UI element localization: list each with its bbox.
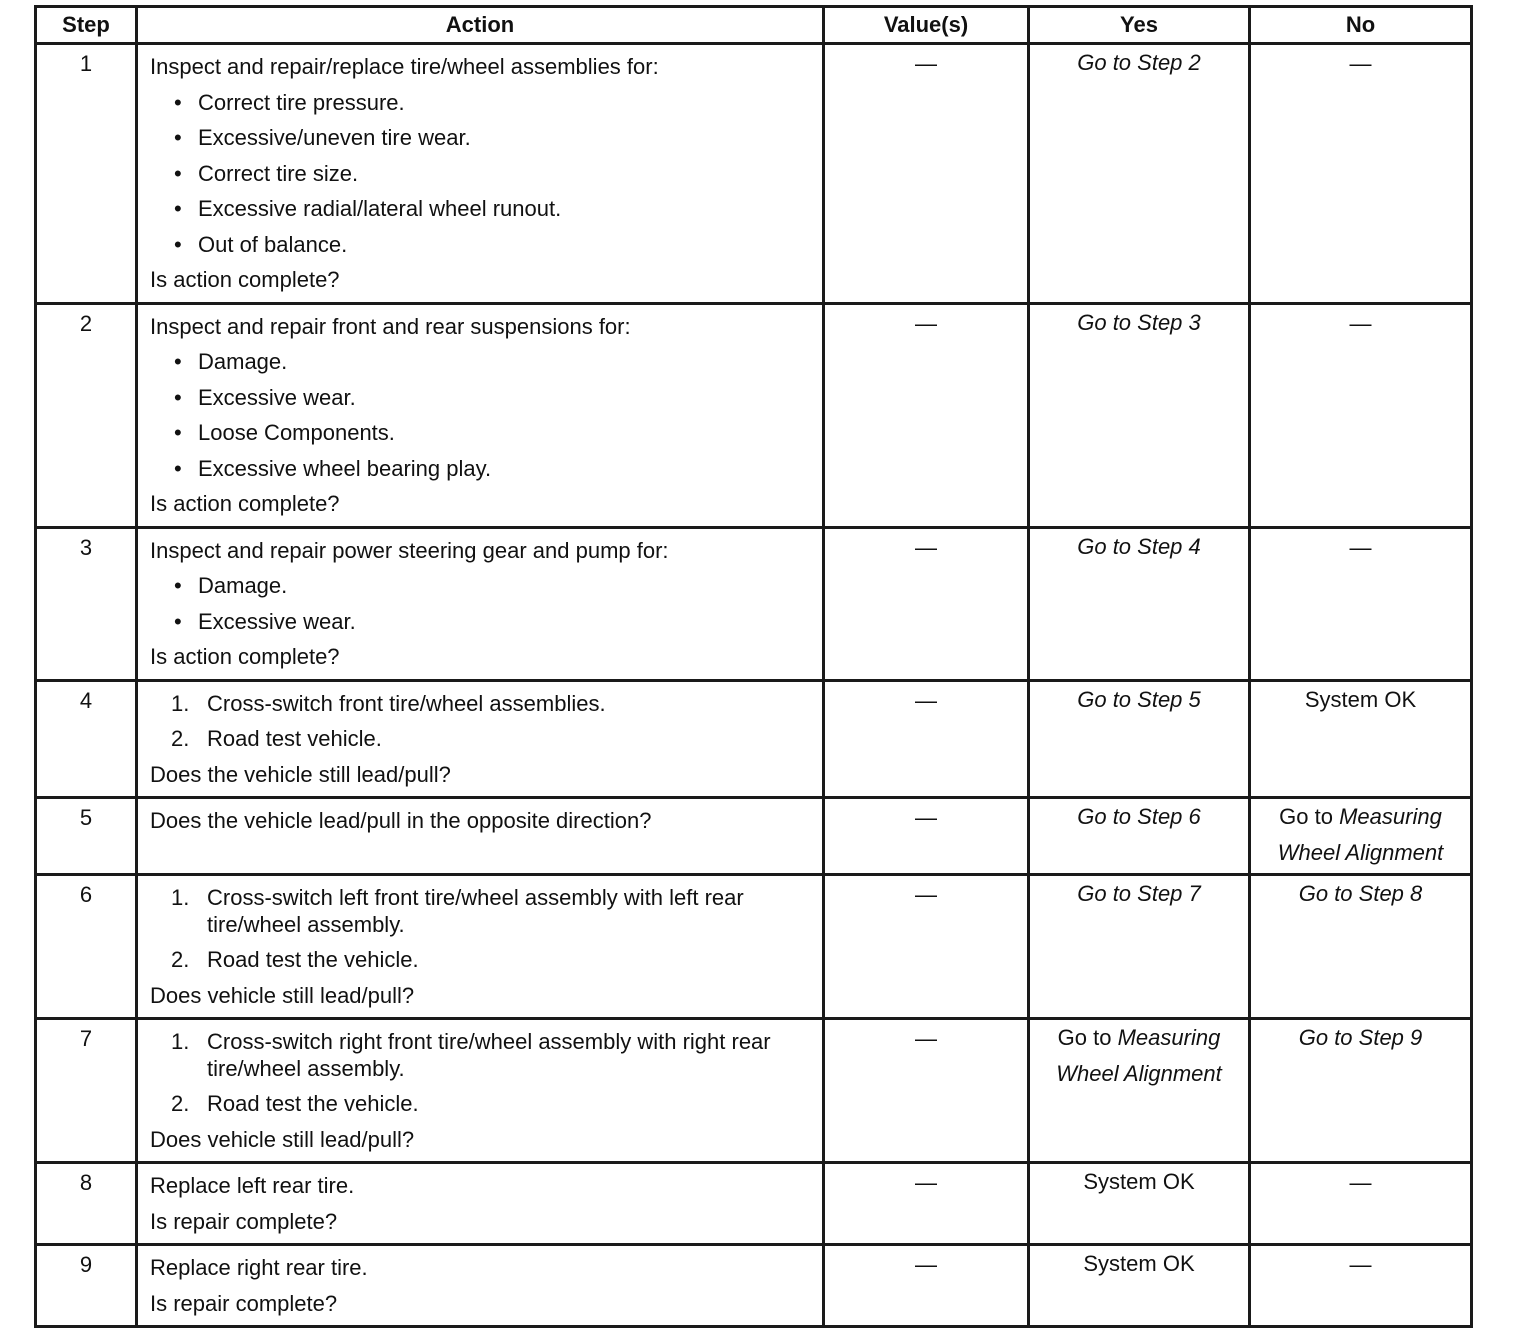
- list-number: 1.: [171, 1029, 190, 1054]
- table-row: [36, 680, 1472, 798]
- list-number: 1.: [171, 690, 190, 716]
- no-cell: [1250, 798, 1472, 875]
- list-text: Cross-switch left front tire/wheel assembly with left rear tire/wheel assembly.: [207, 885, 744, 937]
- list-text: Road test the vehicle.: [207, 947, 419, 972]
- header-step: Step: [36, 7, 137, 44]
- yes-cell: Go to Step 7: [1029, 875, 1250, 1019]
- step-number: 3: [36, 527, 137, 680]
- action-question: Does the vehicle lead/pull in the opposite direction?: [150, 808, 652, 833]
- list-item: [171, 880, 816, 942]
- no-prefix: Go to: [1279, 804, 1333, 829]
- action-cell: [137, 1019, 824, 1163]
- diagnostic-table: [34, 5, 1473, 1328]
- list-number: 1.: [171, 885, 190, 910]
- list-item: • Correct tire pressure.: [174, 85, 816, 121]
- list-text: Cross-switch front tire/wheel assemblies.: [207, 690, 606, 716]
- action-question: Is action complete?: [150, 267, 340, 292]
- yes-cell: Go to Step 6: [1029, 798, 1250, 875]
- list-text: Road test vehicle.: [207, 726, 382, 751]
- step-number: 8: [36, 1163, 137, 1245]
- table-row: [36, 1019, 1472, 1163]
- action-intro: Replace left rear tire.: [150, 1173, 355, 1198]
- table-row: [36, 1163, 1472, 1245]
- no-cell: Go to Step 9: [1250, 1019, 1472, 1163]
- yes-link-part: Wheel Alignment: [1056, 1060, 1222, 1086]
- value-cell: —: [824, 1245, 1029, 1327]
- action-cell: [137, 680, 824, 798]
- action-cell: [137, 44, 824, 304]
- header-no: No: [1250, 7, 1472, 44]
- action-question: Does vehicle still lead/pull?: [150, 982, 415, 1008]
- action-cell: [137, 798, 824, 875]
- list-item: [171, 942, 816, 978]
- yes-cell: [1029, 1019, 1250, 1163]
- list-item: • Damage.: [174, 344, 816, 380]
- no-cell: Go to Step 8: [1250, 875, 1472, 1019]
- yes-cell: Go to Step 5: [1029, 680, 1250, 798]
- action-question: Is action complete?: [150, 644, 340, 669]
- action-cell: [137, 1245, 824, 1327]
- value-cell: —: [824, 527, 1029, 680]
- table-row: [36, 303, 1472, 527]
- no-cell: System OK: [1250, 680, 1472, 798]
- value-cell: —: [824, 875, 1029, 1019]
- value-cell: —: [824, 798, 1029, 875]
- no-link-part: Measuring: [1339, 804, 1442, 829]
- list-item: • Excessive wear.: [174, 380, 816, 416]
- no-cell: —: [1250, 1245, 1472, 1327]
- table-row: [36, 44, 1472, 304]
- numbered-list: [150, 880, 816, 978]
- value-cell: —: [824, 1019, 1029, 1163]
- action-cell: [137, 303, 824, 527]
- no-cell: —: [1250, 527, 1472, 680]
- step-number: 6: [36, 875, 137, 1019]
- action-question: Does vehicle still lead/pull?: [150, 1126, 415, 1152]
- list-item: • Excessive radial/lateral wheel runout.: [174, 191, 816, 227]
- action-cell: [137, 875, 824, 1019]
- list-item: [171, 1086, 816, 1122]
- yes-cell: Go to Step 3: [1029, 303, 1250, 527]
- action-intro: Replace right rear tire.: [150, 1255, 368, 1280]
- list-item: • Correct tire size.: [174, 156, 816, 192]
- bullet-list: [150, 344, 816, 486]
- list-text: Cross-switch right front tire/wheel assembly with right rear tire/wheel assembly.: [207, 1029, 771, 1081]
- step-number: 2: [36, 303, 137, 527]
- no-cell: —: [1250, 303, 1472, 527]
- list-item: • Loose Components.: [174, 415, 816, 451]
- action-cell: [137, 1163, 824, 1245]
- yes-prefix: Go to: [1057, 1025, 1112, 1050]
- value-cell: —: [824, 303, 1029, 527]
- action-intro: Inspect and repair front and rear suspensions for:: [150, 313, 631, 339]
- bullet-list: [150, 85, 816, 263]
- list-item: • Excessive wheel bearing play.: [174, 451, 816, 487]
- list-item: • Damage.: [174, 568, 816, 604]
- step-number: 9: [36, 1245, 137, 1327]
- step-number: 1: [36, 44, 137, 304]
- header-action: Action: [137, 7, 824, 44]
- no-link-part: Wheel Alignment: [1277, 839, 1444, 865]
- header-row: [36, 7, 1472, 44]
- list-item: [171, 686, 816, 722]
- yes-link-part: Measuring: [1117, 1025, 1221, 1050]
- value-cell: —: [824, 44, 1029, 304]
- action-question: Is action complete?: [150, 491, 340, 516]
- no-cell: —: [1250, 1163, 1472, 1245]
- yes-cell: System OK: [1029, 1163, 1250, 1245]
- table-row: [36, 875, 1472, 1019]
- list-item: [171, 721, 816, 757]
- step-number: 7: [36, 1019, 137, 1163]
- numbered-list: [150, 686, 816, 757]
- action-question: Does the vehicle still lead/pull?: [150, 761, 451, 787]
- action-question: Is repair complete?: [150, 1208, 338, 1234]
- yes-cell: Go to Step 4: [1029, 527, 1250, 680]
- value-cell: —: [824, 1163, 1029, 1245]
- list-number: 2.: [171, 726, 190, 751]
- header-values: Value(s): [824, 7, 1029, 44]
- list-number: 2.: [171, 1091, 190, 1116]
- value-cell: —: [824, 680, 1029, 798]
- header-yes: Yes: [1029, 7, 1250, 44]
- step-number: 4: [36, 680, 137, 798]
- action-intro: Inspect and repair power steering gear and pump for:: [150, 537, 669, 563]
- yes-cell: Go to Step 2: [1029, 44, 1250, 304]
- action-intro: Inspect and repair/replace tire/wheel assemblies for:: [150, 54, 659, 79]
- yes-cell: System OK: [1029, 1245, 1250, 1327]
- bullet-list: [150, 568, 816, 639]
- numbered-list: [150, 1024, 816, 1122]
- no-cell: —: [1250, 44, 1472, 304]
- list-item: [171, 1024, 816, 1086]
- step-number: 5: [36, 798, 137, 875]
- list-number: 2.: [171, 947, 190, 972]
- list-item: • Out of balance.: [174, 227, 816, 263]
- list-text: Road test the vehicle.: [207, 1091, 419, 1116]
- list-item: • Excessive/uneven tire wear.: [174, 120, 816, 156]
- action-question: Is repair complete?: [150, 1290, 338, 1316]
- list-item: • Excessive wear.: [174, 604, 816, 640]
- table-row: [36, 798, 1472, 875]
- action-cell: [137, 527, 824, 680]
- table-row: [36, 1245, 1472, 1327]
- table-row: [36, 527, 1472, 680]
